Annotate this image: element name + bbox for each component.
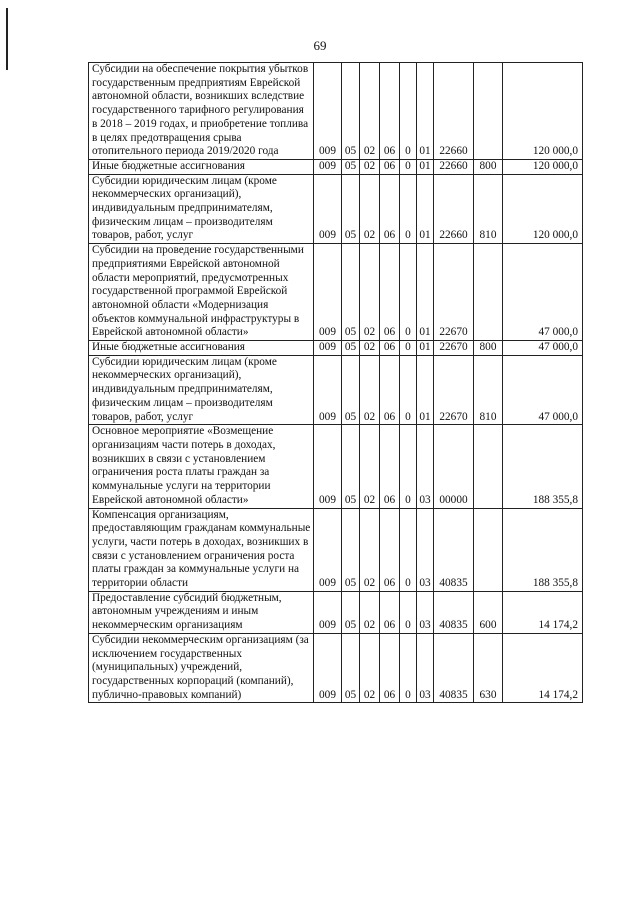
amount-cell: 14 174,2 <box>503 591 583 633</box>
row-name-cell: Предоставление субсидий бюджетным, автономным учреждениям и иным некоммерческим организациям <box>89 591 314 633</box>
admin-code-cell: 009 <box>314 174 342 244</box>
table-row <box>89 633 583 703</box>
direction-code-cell: 22670 <box>434 244 474 341</box>
admin-code-cell: 009 <box>314 63 342 160</box>
direction-code-cell: 22670 <box>434 341 474 356</box>
section-code-cell: 05 <box>342 355 360 425</box>
program-code-cell: 06 <box>380 508 400 591</box>
program-code-cell: 06 <box>380 341 400 356</box>
subprogram-code-cell: 0 <box>400 425 417 508</box>
page-number: 69 <box>313 38 327 53</box>
amount-cell: 188 355,8 <box>503 508 583 591</box>
expense-type-cell: 810 <box>474 174 503 244</box>
subprogram-code-cell: 0 <box>400 633 417 703</box>
row-name-cell: Субсидии на проведение государственными предприятиями Еврейской автономной области мероприятий, предусмотренных государственной программой Еврейской автономной области «Модернизация объектов коммунальной инфраструктуры в Еврейской автономной области» <box>89 244 314 341</box>
section-code-cell: 05 <box>342 244 360 341</box>
subprogram-code-cell: 0 <box>400 355 417 425</box>
row-name-cell: Компенсация организациям, предоставляющим гражданам коммунальные услуги, части потерь в доходах, возникших в связи с установлением ограничения роста платы граждан за коммунальные услуги на территории области <box>89 508 314 591</box>
subsection-code-cell: 02 <box>360 63 380 160</box>
direction-code-cell: 22660 <box>434 159 474 174</box>
expense-type-cell <box>474 425 503 508</box>
direction-code-cell: 40835 <box>434 633 474 703</box>
amount-cell: 188 355,8 <box>503 425 583 508</box>
table-body <box>89 63 583 703</box>
subprogram-code-cell: 0 <box>400 63 417 160</box>
direction-code-cell: 40835 <box>434 591 474 633</box>
section-code-cell: 05 <box>342 633 360 703</box>
event-code-cell: 01 <box>417 159 434 174</box>
table-row <box>89 355 583 425</box>
event-code-cell: 01 <box>417 341 434 356</box>
table-row <box>89 159 583 174</box>
table-row <box>89 244 583 341</box>
amount-cell: 47 000,0 <box>503 341 583 356</box>
direction-code-cell: 22660 <box>434 174 474 244</box>
amount-cell: 47 000,0 <box>503 355 583 425</box>
admin-code-cell: 009 <box>314 508 342 591</box>
row-name-cell: Субсидии некоммерческим организациям (за исключением государственных (муниципальных) учреждений, государственных корпораций (компаний), публично-правовых компаний) <box>89 633 314 703</box>
event-code-cell: 01 <box>417 244 434 341</box>
section-code-cell: 05 <box>342 508 360 591</box>
table-row <box>89 508 583 591</box>
subsection-code-cell: 02 <box>360 244 380 341</box>
program-code-cell: 06 <box>380 244 400 341</box>
event-code-cell: 03 <box>417 508 434 591</box>
subsection-code-cell: 02 <box>360 591 380 633</box>
admin-code-cell: 009 <box>314 425 342 508</box>
amount-cell: 14 174,2 <box>503 633 583 703</box>
subsection-code-cell: 02 <box>360 174 380 244</box>
amount-cell: 120 000,0 <box>503 63 583 160</box>
section-code-cell: 05 <box>342 63 360 160</box>
subsection-code-cell: 02 <box>360 633 380 703</box>
amount-cell: 47 000,0 <box>503 244 583 341</box>
section-code-cell: 05 <box>342 159 360 174</box>
program-code-cell: 06 <box>380 425 400 508</box>
row-name-cell: Иные бюджетные ассигнования <box>89 341 314 356</box>
event-code-cell: 03 <box>417 591 434 633</box>
direction-code-cell: 00000 <box>434 425 474 508</box>
direction-code-cell: 22670 <box>434 355 474 425</box>
admin-code-cell: 009 <box>314 341 342 356</box>
program-code-cell: 06 <box>380 355 400 425</box>
row-name-cell: Основное мероприятие «Возмещение организациям части потерь в доходах, возникших в связи с установлением ограничения роста платы граждан за коммунальные услуги на территории Еврейской автономной области» <box>89 425 314 508</box>
admin-code-cell: 009 <box>314 355 342 425</box>
program-code-cell: 06 <box>380 591 400 633</box>
budget-table <box>88 62 583 703</box>
subprogram-code-cell: 0 <box>400 244 417 341</box>
table-row <box>89 63 583 160</box>
subprogram-code-cell: 0 <box>400 341 417 356</box>
program-code-cell: 06 <box>380 159 400 174</box>
table-row <box>89 591 583 633</box>
section-code-cell: 05 <box>342 341 360 356</box>
expense-type-cell: 800 <box>474 341 503 356</box>
table-row <box>89 174 583 244</box>
admin-code-cell: 009 <box>314 159 342 174</box>
subprogram-code-cell: 0 <box>400 508 417 591</box>
expense-type-cell: 810 <box>474 355 503 425</box>
subsection-code-cell: 02 <box>360 341 380 356</box>
event-code-cell: 01 <box>417 63 434 160</box>
program-code-cell: 06 <box>380 63 400 160</box>
row-name-cell: Субсидии юридическим лицам (кроме некоммерческих организаций), индивидуальным предпринимателям, физическим лицам – производителям товаров, работ, услуг <box>89 355 314 425</box>
event-code-cell: 01 <box>417 174 434 244</box>
expense-type-cell <box>474 244 503 341</box>
section-code-cell: 05 <box>342 591 360 633</box>
direction-code-cell: 22660 <box>434 63 474 160</box>
subprogram-code-cell: 0 <box>400 159 417 174</box>
table-row <box>89 425 583 508</box>
admin-code-cell: 009 <box>314 633 342 703</box>
subprogram-code-cell: 0 <box>400 174 417 244</box>
expense-type-cell: 800 <box>474 159 503 174</box>
admin-code-cell: 009 <box>314 244 342 341</box>
admin-code-cell: 009 <box>314 591 342 633</box>
subsection-code-cell: 02 <box>360 355 380 425</box>
event-code-cell: 01 <box>417 355 434 425</box>
expense-type-cell: 600 <box>474 591 503 633</box>
table-row <box>89 341 583 356</box>
expense-type-cell <box>474 508 503 591</box>
section-code-cell: 05 <box>342 425 360 508</box>
program-code-cell: 06 <box>380 633 400 703</box>
row-name-cell: Субсидии юридическим лицам (кроме некоммерческих организаций), индивидуальным предпринимателям, физическим лицам – производителям товаров, работ, услуг <box>89 174 314 244</box>
program-code-cell: 06 <box>380 174 400 244</box>
subsection-code-cell: 02 <box>360 425 380 508</box>
amount-cell: 120 000,0 <box>503 159 583 174</box>
row-name-cell: Иные бюджетные ассигнования <box>89 159 314 174</box>
amount-cell: 120 000,0 <box>503 174 583 244</box>
direction-code-cell: 40835 <box>434 508 474 591</box>
row-name-cell: Субсидии на обеспечение покрытия убытков государственным предприятиям Еврейской автономной области, возникших вследствие государственного тарифного регулирования в 2018 – 2019 годах, и приобретение топлива в целях предотвращения срыва отопительного периода 2019/2020 года <box>89 63 314 160</box>
event-code-cell: 03 <box>417 633 434 703</box>
expense-type-cell: 630 <box>474 633 503 703</box>
subsection-code-cell: 02 <box>360 508 380 591</box>
subprogram-code-cell: 0 <box>400 591 417 633</box>
expense-type-cell <box>474 63 503 160</box>
event-code-cell: 03 <box>417 425 434 508</box>
section-code-cell: 05 <box>342 174 360 244</box>
subsection-code-cell: 02 <box>360 159 380 174</box>
